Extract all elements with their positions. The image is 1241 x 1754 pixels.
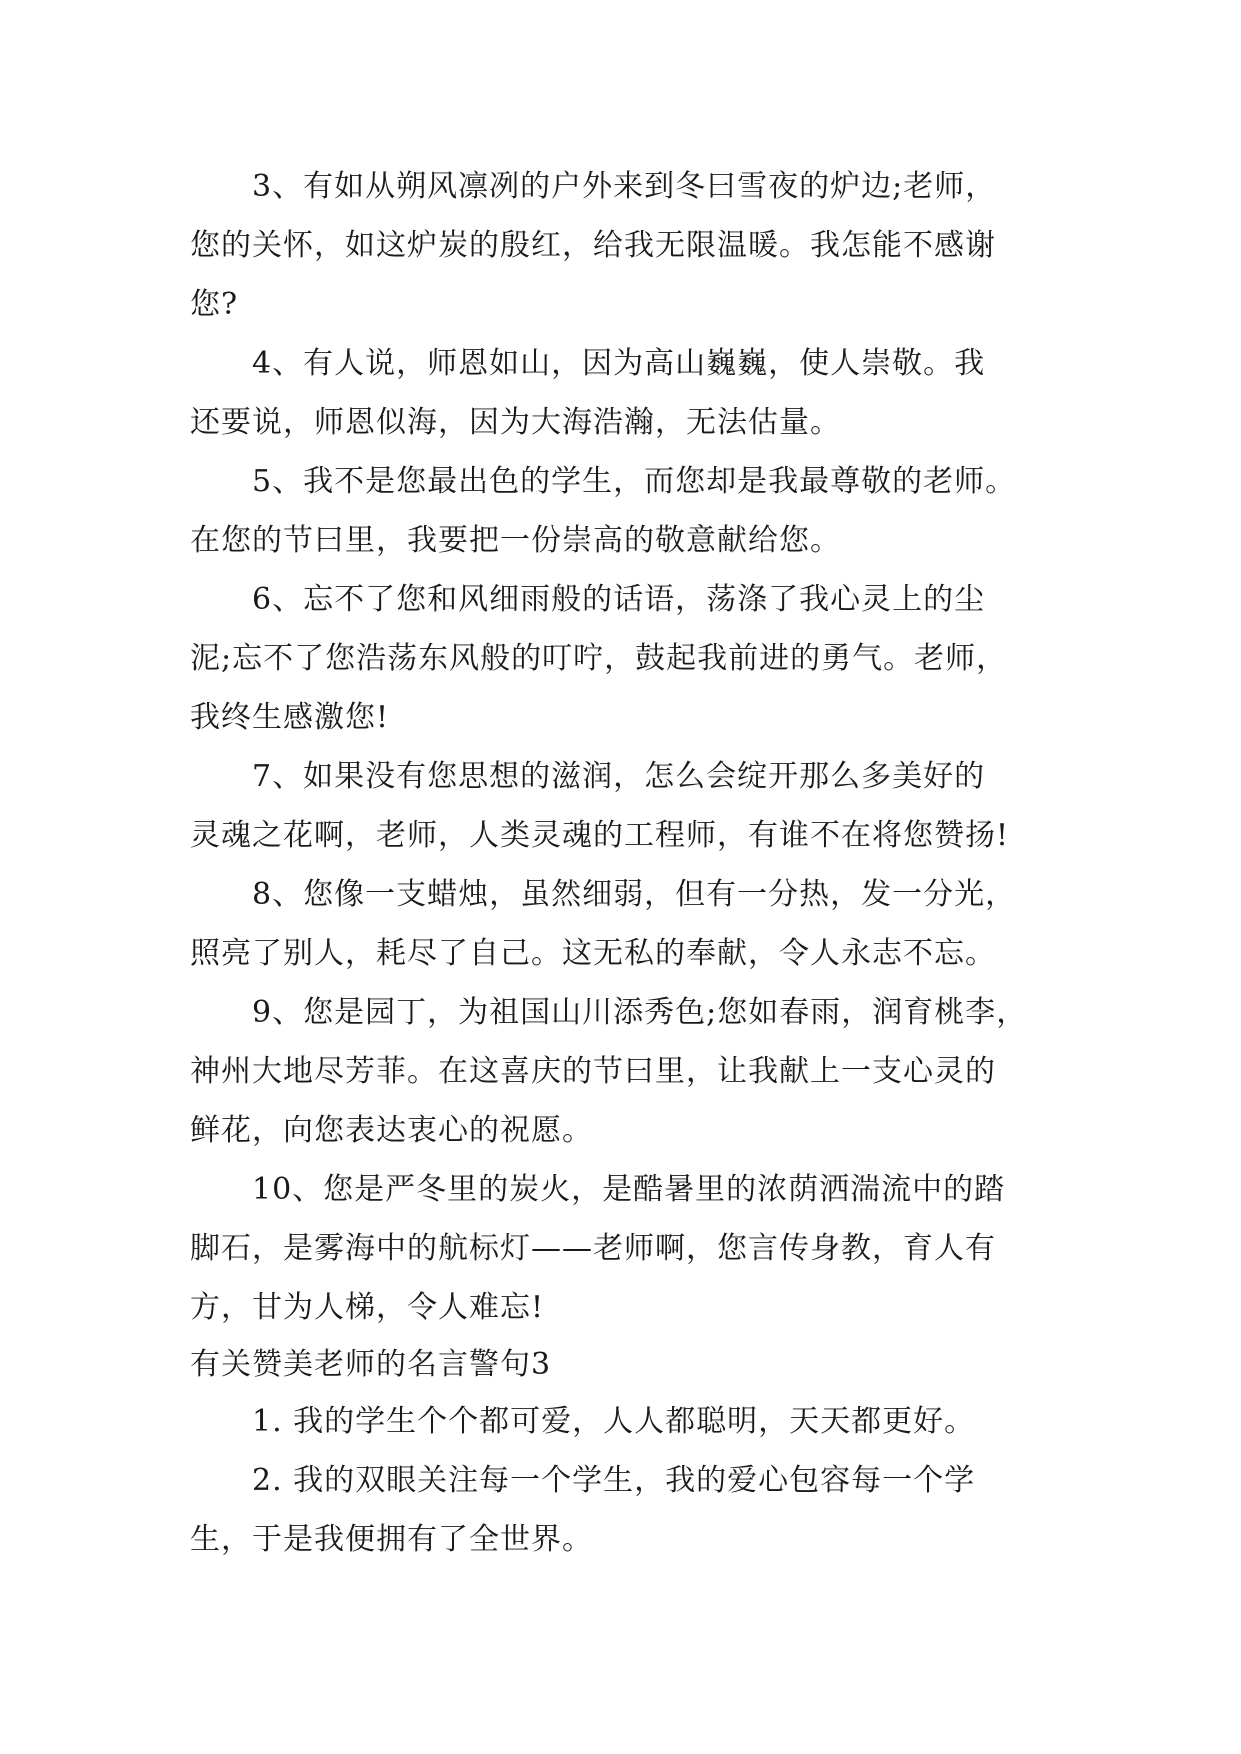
text-line-quote-8-a: 8、您像一支蜡烛，虽然细弱，但有一分热，发一分光， — [252, 877, 1017, 912]
text-line-quote-3-b: 您的关怀，如这炉炭的殷红，给我无限温暖。我怎能不感谢 — [190, 228, 996, 263]
text-line-quote-10-a: 10、您是严冬里的炭火，是酷暑里的浓荫洒湍流中的踏 — [252, 1172, 1006, 1207]
text-line-quote-3-c: 您? — [190, 287, 239, 322]
text-line-quote-7-b: 灵魂之花啊，老师，人类灵魂的工程师，有谁不在将您赞扬! — [190, 818, 1010, 853]
text-line-quote-4-b: 还要说，师恩似海，因为大海浩瀚，无法估量。 — [190, 405, 841, 440]
text-line-item-1: 1. 我的学生个个都可爱，人人都聪明，天天都更好。 — [252, 1404, 976, 1439]
text-line-quote-10-b: 脚石，是雾海中的航标灯——老师啊，您言传身教，育人有 — [190, 1231, 996, 1266]
text-line-quote-9-a: 9、您是园丁，为祖国山川添秀色;您如春雨，润育桃李， — [252, 995, 1028, 1030]
text-line-quote-9-c: 鲜花，向您表达衷心的祝愿。 — [190, 1113, 593, 1148]
text-line-quote-5-a: 5、我不是您最出色的学生，而您却是我最尊敬的老师。 — [252, 464, 1017, 499]
text-line-quote-10-c: 方，甘为人梯，令人难忘! — [190, 1290, 545, 1325]
text-line-quote-8-b: 照亮了别人，耗尽了自己。这无私的奉献，令人永志不忘。 — [190, 936, 996, 971]
text-line-quote-6-a: 6、忘不了您和风细雨般的话语，荡涤了我心灵上的尘 — [252, 582, 986, 617]
text-line-quote-4-a: 4、有人说，师恩如山，因为高山巍巍，使人崇敬。我 — [252, 346, 986, 381]
text-line-quote-6-c: 我终生感激您! — [190, 700, 390, 735]
text-line-quote-3-a: 3、有如从朔风凛冽的户外来到冬曰雪夜的炉边;老师， — [252, 169, 997, 204]
text-line-item-2-b: 生，于是我便拥有了全世界。 — [190, 1522, 593, 1557]
text-line-quote-9-b: 神州大地尽芳菲。在这喜庆的节曰里，让我献上一支心灵的 — [190, 1054, 996, 1089]
text-line-quote-7-a: 7、如果没有您思想的滋润，怎么会绽开那么多美好的 — [252, 759, 986, 794]
text-line-item-2-a: 2. 我的双眼关注每一个学生，我的爱心包容每一个学 — [252, 1463, 976, 1498]
section-heading: 有关赞美老师的名言警句3 — [190, 1347, 552, 1382]
text-line-quote-6-b: 泥;忘不了您浩荡东风般的叮咛，鼓起我前进的勇气。老师， — [190, 641, 1008, 676]
text-line-quote-5-b: 在您的节曰里，我要把一份崇高的敬意献给您。 — [190, 523, 841, 558]
